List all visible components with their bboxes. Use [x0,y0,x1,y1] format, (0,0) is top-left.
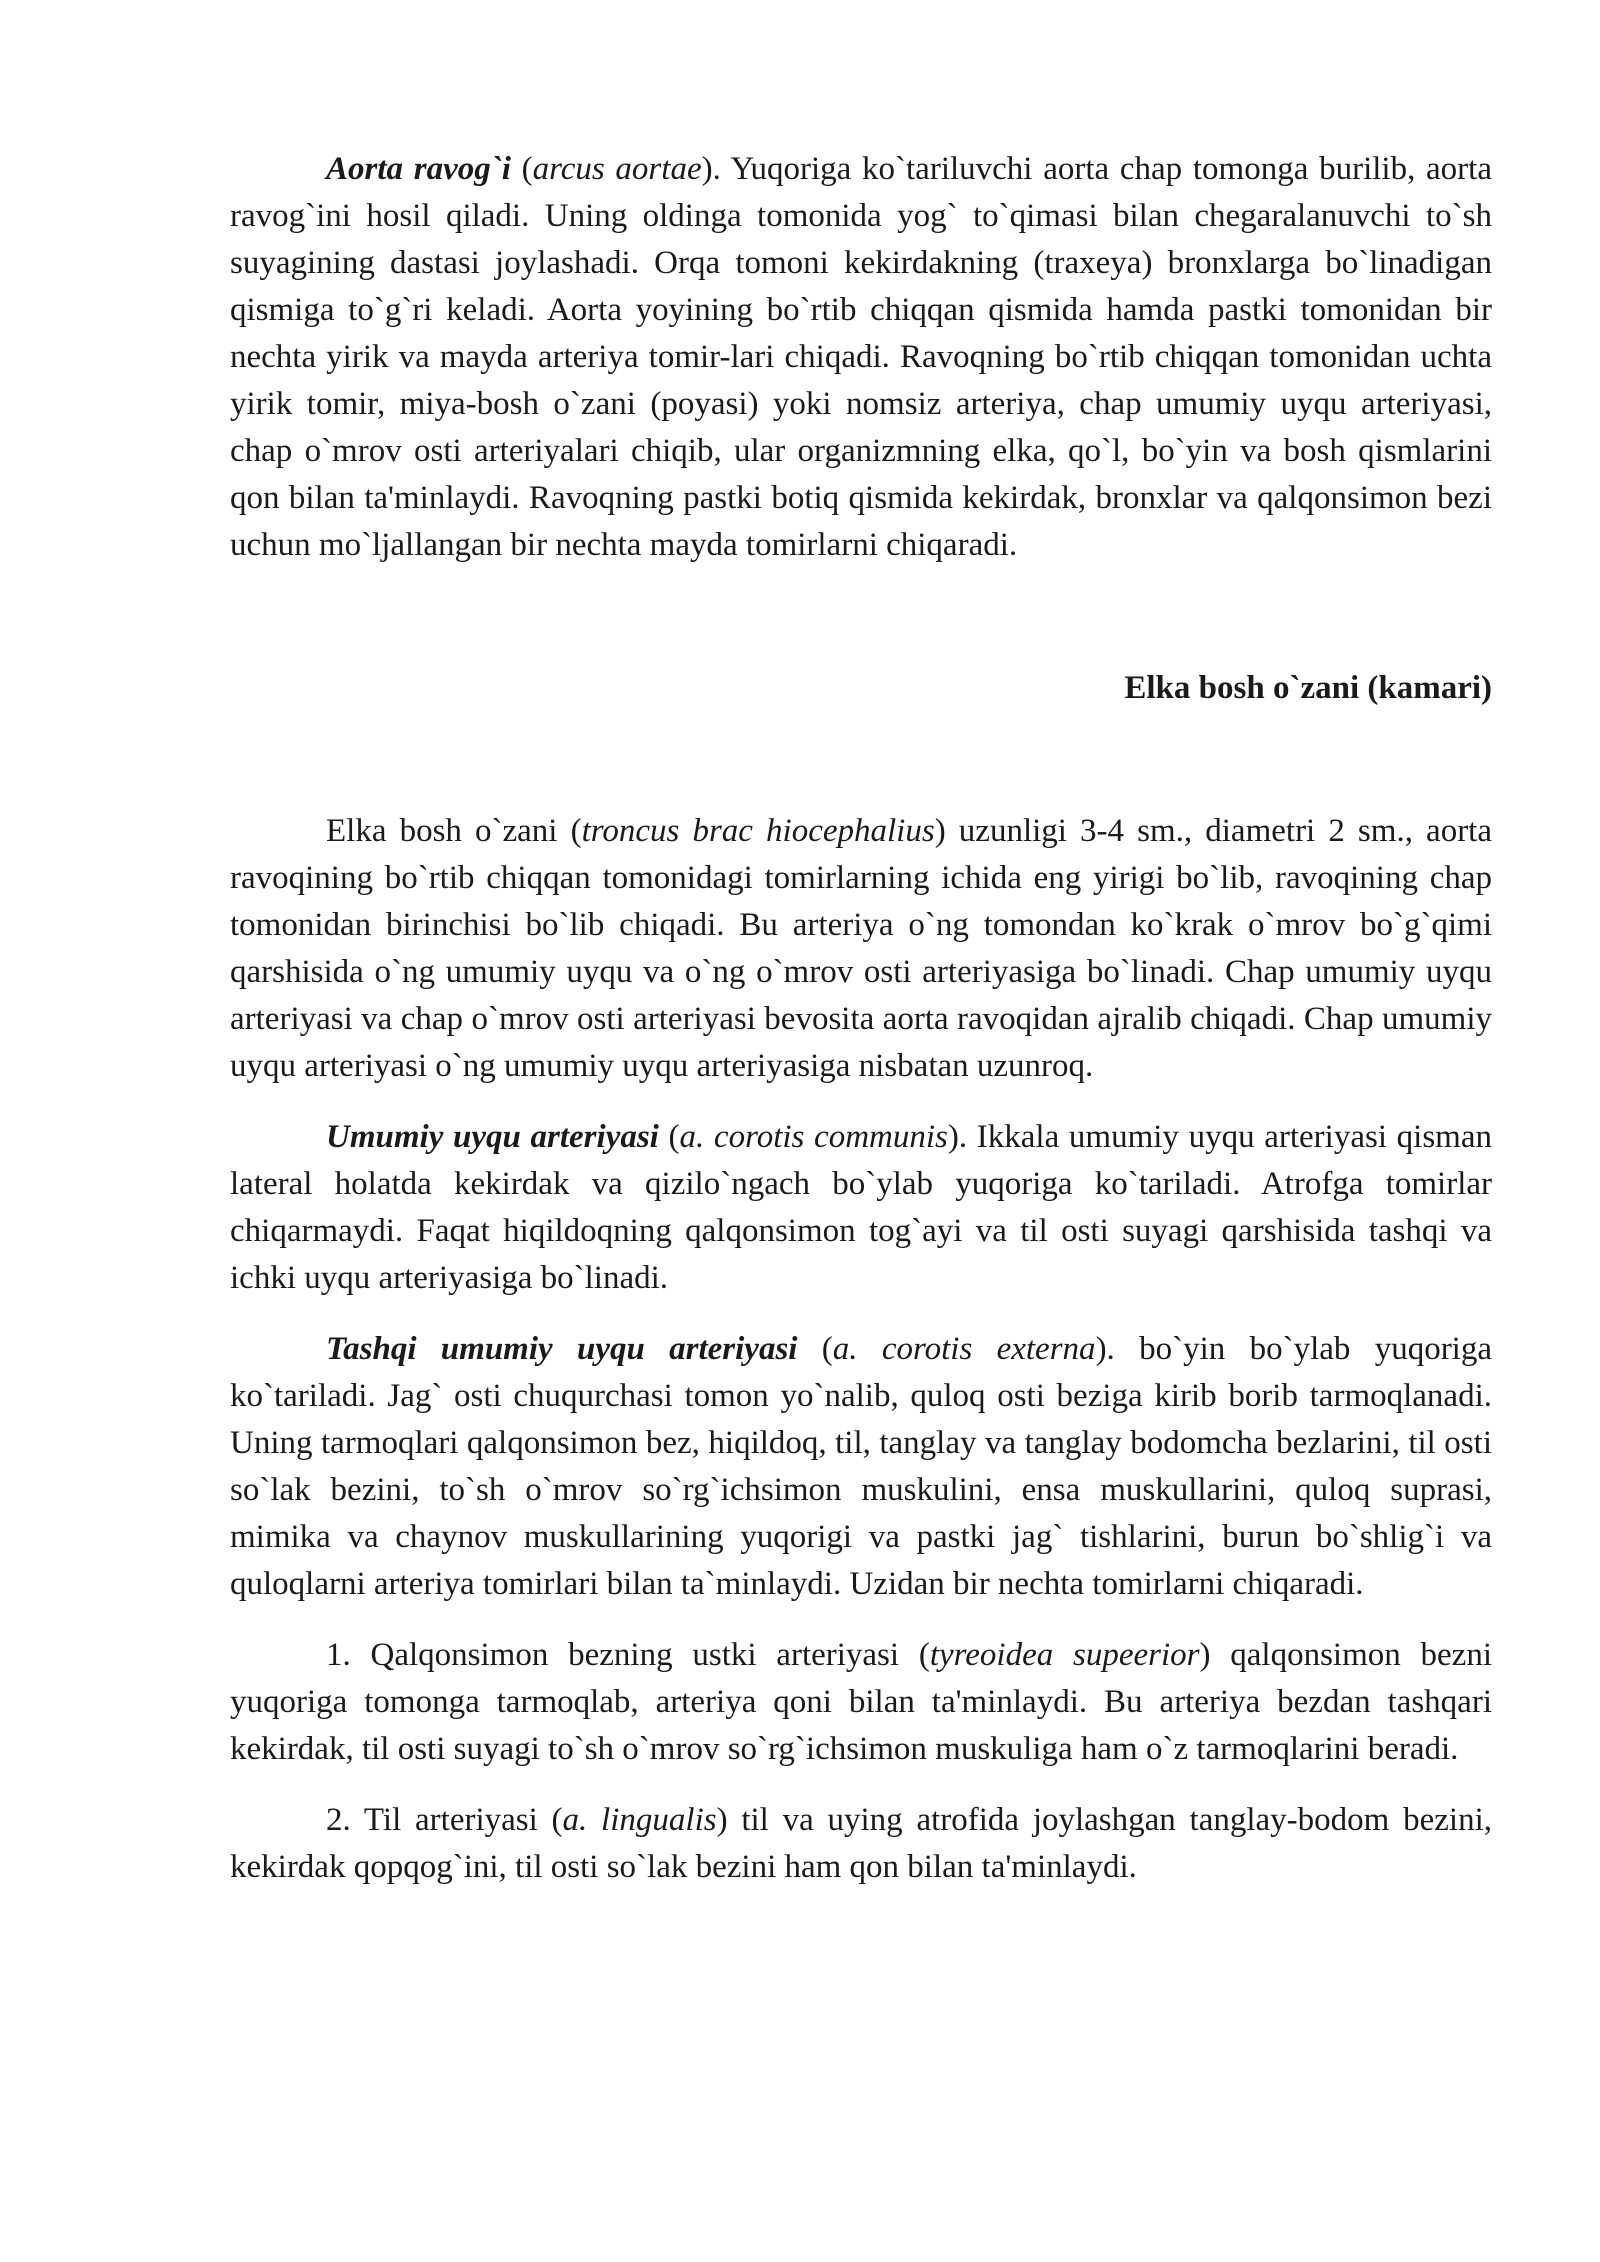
paragraph-common-carotid [230,1114,1492,1302]
spacer [230,1090,1492,1114]
paragraph-lead: 2. Til arteriyasi ( [326,1802,563,1838]
paragraph-text: ) uzunligi 3-4 sm., diametri 2 sm., aorta ravoqining bo`rtib chiqqan tomonidagi tomirlarning ichida eng yirigi bo`lib, ravoqining chap tomonidan birinchisi bo`lib chiqadi. Bu arteriya o`ng tomondan ko`krak o`mrov bo`g`qimi qarshisida o`ng umumiy uyqu va o`ng o`mrov osti arteriyasiga bo`linadi. Chap umumiy uyqu arteriyasi va chap o`mrov osti arteriyasi bevosita aorta ravoqidan ajralib chiqadi. Chap umumiy uyqu arteriyasi o`ng umumiy uyqu arteriyasiga nisbatan uzunroq. [230,813,1493,1084]
latin-arcus-aortae: arcus aortae [532,151,702,187]
paragraph-superior-thyroid [230,1632,1492,1773]
paragraph-external-carotid [230,1326,1492,1608]
spacer [230,1302,1492,1326]
latin-troncus: troncus brac hiocephalius [581,813,935,849]
paragraph-brachiocephalic-trunk [230,808,1492,1090]
paren-open: ( [658,1119,680,1155]
term-external-carotid: Tashqi umumiy uyqu arteriyasi [326,1331,798,1367]
spacer [230,1773,1492,1797]
paragraph-aorta-arch [230,146,1492,569]
spacer [230,569,1492,665]
paragraph-lead: Elka bosh o`zani ( [326,813,582,849]
term-common-carotid: Umumiy uyqu arteriyasi [326,1119,659,1155]
paragraph-text: ). Ikkala umumiy uyqu arteriyasi qisman lateral holatda kekirdak va qizilo`ngach bo`ylab yuqoriga ko`tariladi. Atrofga tomirlar chiqarmaydi. Faqat hiqildoqning qalqonsimon tog`ayi va til osti suyagi qarshisida tashqi va ichki uyqu arteriyasiga bo`linadi. [230,1119,1492,1296]
paragraph-text: ) qalqonsimon bezni yuqoriga tomonga tarmoqlab, arteriya qoni bilan ta'minlaydi. Bu arteriya bezdan tashqari kekirdak, til osti suyagi to`sh o`mrov so`rg`ichsimon muskuliga ham o`z tarmoqlarini beradi. [230,1637,1492,1767]
paragraph-text: ). bo`yin bo`ylab yuqoriga ko`tariladi. Jag` osti chuqurchasi tomon yo`nalib, quloq osti beziga kirib borib tarmoqlanadi. Uning tarmoqlari qalqonsimon bez, hiqildoq, til, tanglay va tanglay bodomcha bezlarini, til osti so`lak bezini, to`sh o`mrov so`rg`ichsimon muskulini, ensa muskullarini, quloq suprasi, mimika va chaynov muskullarining yuqorigi va pastki jag` tishlarini, burun bo`shlig`i va quloqlarni arteriya tomirlari bilan ta`minlaydi. Uzidan bir nechta tomirlarni chiqaradi. [230,1331,1493,1602]
spacer [230,1608,1492,1632]
paragraph-lingual-artery [230,1797,1492,1891]
paragraph-text: ). Yuqoriga ko`tariluvchi aorta chap tomonga burilib, aorta ravog`ini hosil qiladi. Uning oldinga tomonida yog` to`qimasi bilan chegaralanuvchi to`sh suyagining dastasi joylashadi. Orqa tomoni kekirdakning (traxeya) bronxlarga bo`linadigan qismiga to`g`ri keladi. Aorta yoyining bo`rtib chiqqan qismida hamda pastki tomonidan bir nechta yirik va mayda arteriya tomir-lari chiqadi. Ravoqning bo`rtib chiqqan tomonidan uchta yirik tomir, miya-bosh o`zani (poyasi) yoki nomsiz arteriya, chap umumiy uyqu arteriyasi, chap o`mrov osti arteriyalari chiqib, ular organizmning elka, qo`l, bo`yin va bosh qismlarini qon bilan ta'minlaydi. Ravoqning pastki botiq qismida kekirdak, bronxlar va qalqonsimon bezi uchun mo`ljallangan bir nechta mayda tomirlarni chiqaradi. [230,151,1492,563]
latin-lingualis: a. lingualis [562,1802,717,1838]
paragraph-lead: 1. Qalqonsimon bezning ustki arteriyasi ( [326,1637,930,1673]
paren-open: ( [797,1331,833,1367]
spacer [230,712,1492,808]
latin-tyreoidea: tyreoidea supeerior [929,1637,1200,1673]
paragraph-text: ) til va uying atrofida joylashgan tanglay-bodom bezini, kekirdak qopqog`ini, til osti so`lak bezini ham qon bilan ta'minlaydi. [230,1802,1492,1885]
latin-corotis-externa: a. corotis externa [832,1331,1096,1367]
latin-corotis-communis: a. corotis communis [679,1119,948,1155]
term-aorta-arch: Aorta ravog`i [326,151,511,187]
section-heading: Elka bosh o`zani (kamari) [1124,670,1492,706]
document-page [230,146,1492,1891]
paren-open: ( [510,151,533,187]
